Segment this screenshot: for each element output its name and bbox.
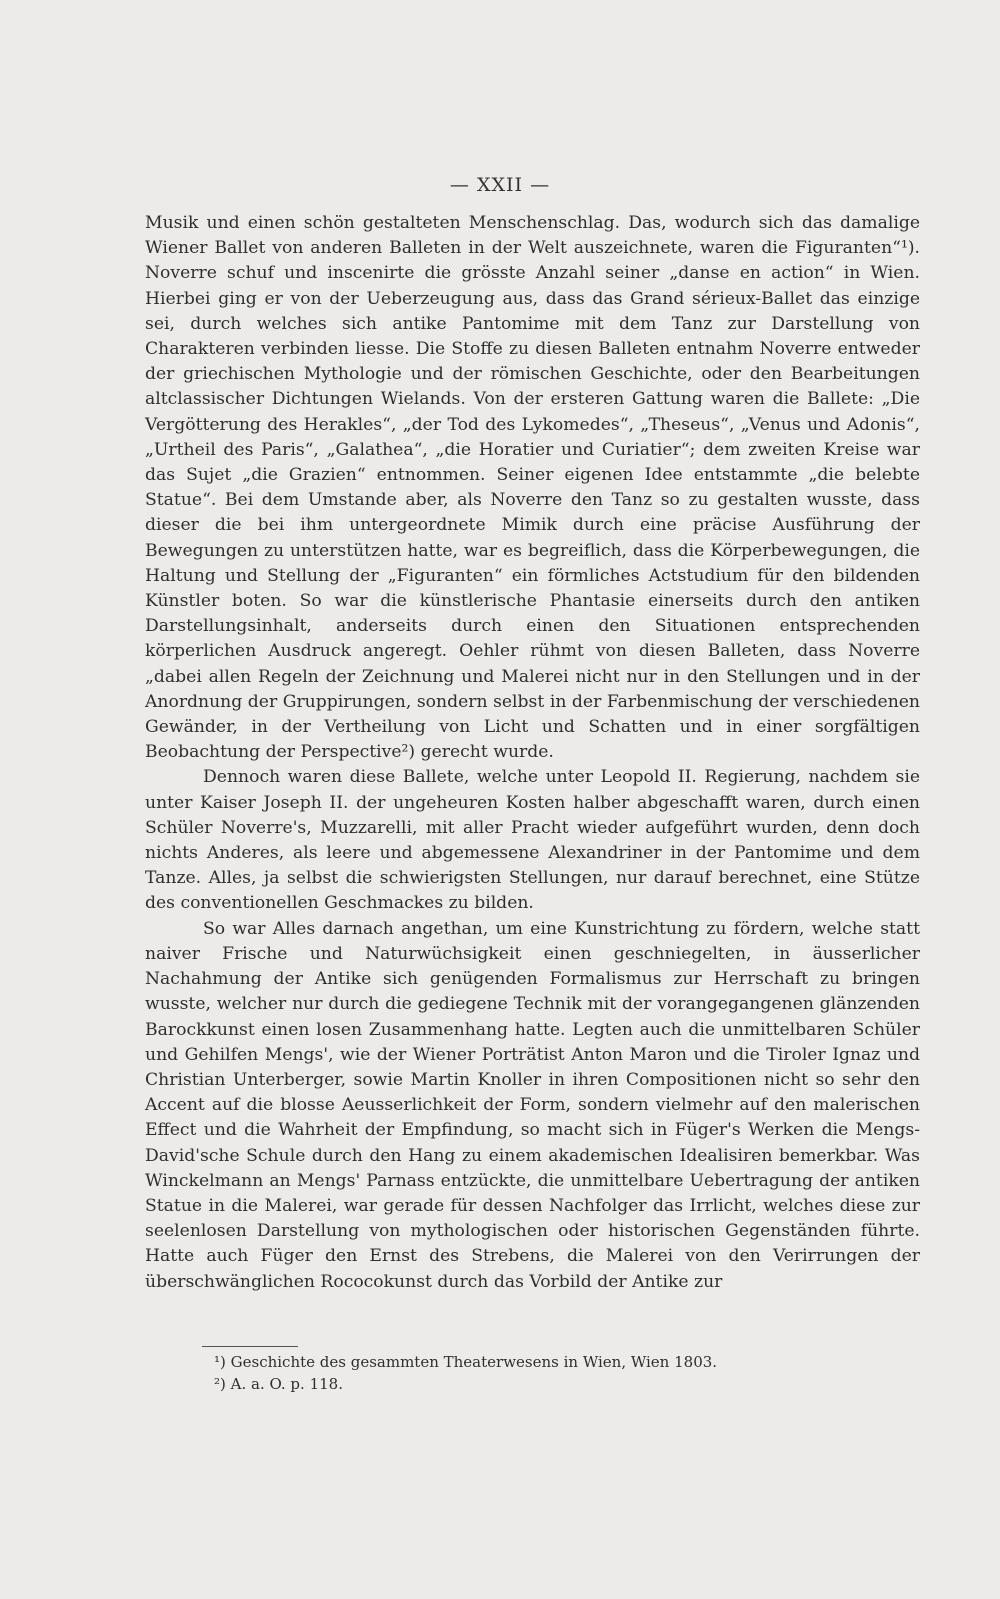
paragraph-3: So war Alles darnach angethan, um eine Kunstrichtung zu fördern, welche statt naiver Frische und Naturwüchsigkeit einen geschniegelten, in äusserlicher Nachahmung der Antike sich genügenden Formalismus zur Herrschaft zu bringen wusste, welcher nur durch die gediegene Technik mit der vorangegangenen glänzenden Barockkunst einen losen Zusammenhang hatte. Legten auch die unmittelbaren Schüler und Gehilfen Mengs', wie der Wiener Porträtist Anton Maron und die Tiroler Ignaz und Christian Unterberger, sowie Martin Knoller in ihren Compositionen nicht so sehr den Accent auf die blosse Aeusserlichkeit der Form, sondern vielmehr auf den malerischen Effect und die Wahrheit der Empfindung, so macht sich in Füger's Werken die Mengs-David'sche Schule durch den Hang zu einem akademischen Idealisiren bemerkbar. Was Winckelmann an Mengs' Parnass entzückte, die unmittelbare Uebertragung der antiken Statue in die Malerei, war gerade für dessen Nachfolger das Irrlicht, welches diese zur seelenlosen Darstellung von mythologischen oder historischen Gegenständen führte. Hatte auch Füger den Ernst des Strebens, die Malerei von den Verirrungen der überschwänglichen Rococokunst durch das Vorbild der Antike zur (145, 918, 920, 1292)
paragraph-2: Dennoch waren diese Ballete, welche unter Leopold II. Regierung, nachdem sie unter Kaiser Joseph II. der ungeheuren Kosten halber abgeschafft waren, durch einen Schüler Noverre's, Muzzarelli, mit aller Pracht wieder aufgeführt wurden, denn doch nichts Anderes, als leere und abgemessene Alexandriner in der Pantomime und dem Tanze. Alles, ja selbst die schwierigsten Stellungen, nur darauf berechnet, eine Stütze des conventionellen Geschmackes zu bilden. (145, 767, 920, 914)
paragraph-1: Musik und einen schön gestalteten Menschenschlag. Das, wodurch sich das damalige Wiener Ballet von anderen Balleten in der Welt auszeichnete, waren die Figuranten“¹). Noverre schuf und inscenirte die grösste Anzahl seiner „danse en action“ in Wien. Hierbei ging er von der Ueberzeugung aus, dass das Grand sérieux-Ballet das einzige sei, durch welches sich antike Pantomime mit dem Tanz zur Darstellung von Charakteren verbinden liesse. Die Stoffe zu diesen Balleten entnahm Noverre entweder der griechischen Mythologie und der römischen Geschichte, oder den Bearbeitungen altclassischer Dichtungen Wielands. Von der ersteren Gattung waren die Ballete: „Die Vergötterung des Herakles“, „der Tod des Lykomedes“, „Theseus“, „Venus und Adonis“, „Urtheil des Paris“, „Galathea“, „die Horatier und Curiatier“; dem zweiten Kreise war das Sujet „die Grazien“ entnommen. Seiner eigenen Idee entstammte „die belebte Statue“. Bei dem Umstande aber, als Noverre den Tanz so zu gestalten wusste, dass dieser die bei ihm untergeordnete Mimik durch eine präcise Ausführung der Bewegungen zu unterstützen hatte, war es begreiflich, dass die Körperbewegungen, die Haltung und Stellung der „Figuranten“ ein förmliches Actstudium für den bildenden Künstler boten. So war die künstlerische Phantasie einerseits durch den antiken Darstellungsinhalt, anderseits durch einen den Situationen entsprechenden körperlichen Ausdruck angeregt. Oehler rühmt von diesen Balleten, dass Noverre „dabei allen Regeln der Zeichnung und Malerei nicht nur in den Stellungen und in der Anordnung der Gruppirungen, sondern selbst in der Farbenmischung der verschiedenen Gewänder, in der Vertheilung von Licht und Schatten und in einer sorgfältigen Beobachtung der Perspective²) gerecht wurde. (145, 213, 920, 763)
footnotes (214, 1351, 894, 1395)
footnote-2: ²) A. a. O. p. 118. (214, 1375, 343, 1393)
footnote-separator (202, 1346, 298, 1347)
body-text (145, 211, 920, 1295)
page-number-header: — XXII — (449, 174, 551, 196)
footnote-1: ¹) Geschichte des gesammten Theaterwesens in Wien, Wien 1803. (214, 1353, 718, 1371)
